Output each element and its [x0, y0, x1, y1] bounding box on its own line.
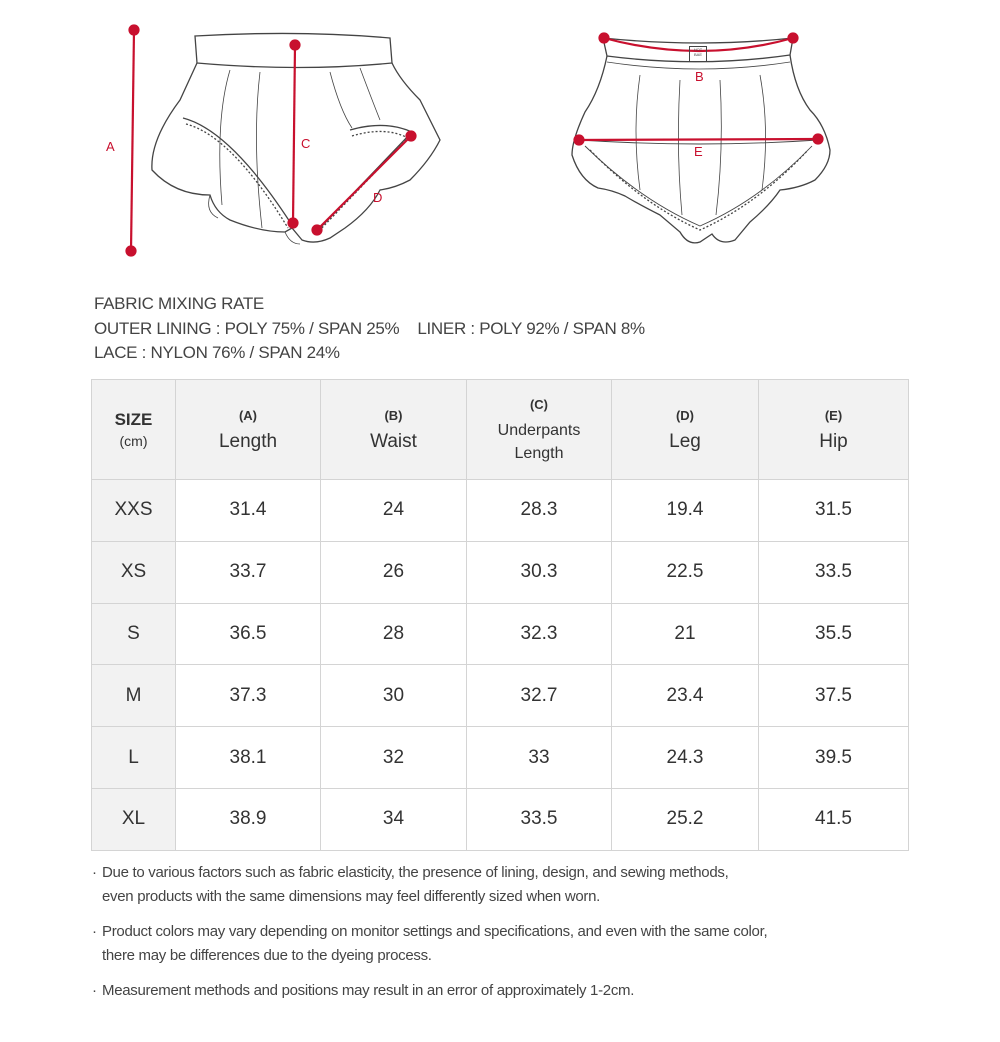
measurement-illustration [0, 0, 1000, 280]
value-cell: 31.5 [759, 480, 909, 542]
table-row [92, 788, 909, 850]
value-cell: 35.5 [759, 603, 909, 665]
fabric-info [94, 292, 645, 366]
size-cell: XL [92, 788, 176, 850]
column-code: (D) [675, 407, 695, 423]
note-text: Measurement methods and positions may result in an error of approximately 1-2cm. [102, 982, 635, 999]
table-row [92, 480, 909, 542]
value-cell: 32.3 [467, 603, 612, 665]
measure-label-d: D [373, 190, 383, 205]
fabric-outer-liner-row [94, 317, 645, 342]
note-text: Product colors may vary depending on monitor settings and specifications, and even with the same color, there may be differences due to the dyeing process. [102, 923, 768, 964]
bullet-icon: · [92, 923, 97, 940]
fabric-title: FABRIC MIXING RATE [94, 294, 264, 313]
measure-line-a [131, 30, 134, 251]
value-cell: 33.7 [176, 541, 321, 603]
fabric-liner: LINER : POLY 92% / SPAN 8% [417, 318, 645, 338]
bullet-icon: · [92, 982, 97, 999]
column-name: Underpants Length [497, 421, 581, 462]
value-cell: 37.5 [759, 665, 909, 727]
measure-label-c: C [301, 136, 311, 151]
note-item [92, 861, 892, 909]
value-cell: 34 [321, 788, 467, 850]
size-cell: XXS [92, 480, 176, 542]
value-cell: 24 [321, 480, 467, 542]
measure-label-e: E [694, 144, 703, 159]
column-code: (A) [238, 407, 258, 423]
value-cell: 41.5 [759, 788, 909, 850]
fabric-outer: OUTER LINING : POLY 75% / SPAN 25% [94, 318, 400, 338]
column-code: (C) [529, 396, 549, 412]
size-cell: M [92, 665, 176, 727]
value-cell: 39.5 [759, 727, 909, 789]
measure-line-e [579, 139, 818, 140]
column-code: (E) [824, 407, 843, 423]
column-name: Length [218, 430, 278, 452]
value-cell: 33.5 [759, 541, 909, 603]
size-header-label: SIZE [114, 409, 153, 429]
table-row [92, 665, 909, 727]
column-header-waist [321, 380, 467, 480]
value-cell: 38.1 [176, 727, 321, 789]
value-cell: 30.3 [467, 541, 612, 603]
value-cell: 38.9 [176, 788, 321, 850]
size-cell: L [92, 727, 176, 789]
table-row [92, 603, 909, 665]
value-cell: 24.3 [612, 727, 759, 789]
value-cell: 33 [467, 727, 612, 789]
value-cell: 28.3 [467, 480, 612, 542]
note-item [92, 979, 892, 1003]
size-cell: XS [92, 541, 176, 603]
measure-label-b: B [695, 69, 704, 84]
column-header-length [176, 380, 321, 480]
value-cell: 32 [321, 727, 467, 789]
size-table-header [92, 380, 909, 480]
column-header-underpants-length [467, 380, 612, 480]
value-cell: 36.5 [176, 603, 321, 665]
column-code: (B) [384, 407, 403, 423]
value-cell: 22.5 [612, 541, 759, 603]
value-cell: 25.2 [612, 788, 759, 850]
column-name: Waist [370, 430, 417, 452]
brand-tag: HOT BAE [689, 46, 707, 62]
size-unit-label: (cm) [119, 432, 148, 449]
garment-diagram [0, 0, 1000, 280]
fabric-lace: LACE : NYLON 76% / SPAN 24% [94, 343, 340, 362]
value-cell: 33.5 [467, 788, 612, 850]
value-cell: 28 [321, 603, 467, 665]
value-cell: 30 [321, 665, 467, 727]
size-header-cell [92, 380, 176, 480]
notes-list [92, 861, 892, 1014]
value-cell: 32.7 [467, 665, 612, 727]
value-cell: 37.3 [176, 665, 321, 727]
column-name: Leg [669, 430, 701, 452]
measure-line-c [293, 45, 295, 223]
note-item [92, 920, 892, 968]
measure-line-d [317, 136, 411, 230]
table-row [92, 541, 909, 603]
column-header-hip [759, 380, 909, 480]
shorts-side-view [152, 33, 440, 244]
size-cell: S [92, 603, 176, 665]
value-cell: 31.4 [176, 480, 321, 542]
column-header-leg [612, 380, 759, 480]
value-cell: 19.4 [612, 480, 759, 542]
note-text: Due to various factors such as fabric elasticity, the presence of lining, design, and sewing methods, even products with the same dimensions may feel differently sized when worn. [102, 864, 729, 905]
value-cell: 23.4 [612, 665, 759, 727]
bullet-icon: · [92, 864, 97, 881]
table-row [92, 727, 909, 789]
column-name: Hip [819, 430, 848, 452]
size-table [91, 379, 909, 851]
value-cell: 21 [612, 603, 759, 665]
value-cell: 26 [321, 541, 467, 603]
measure-label-a: A [106, 139, 115, 154]
